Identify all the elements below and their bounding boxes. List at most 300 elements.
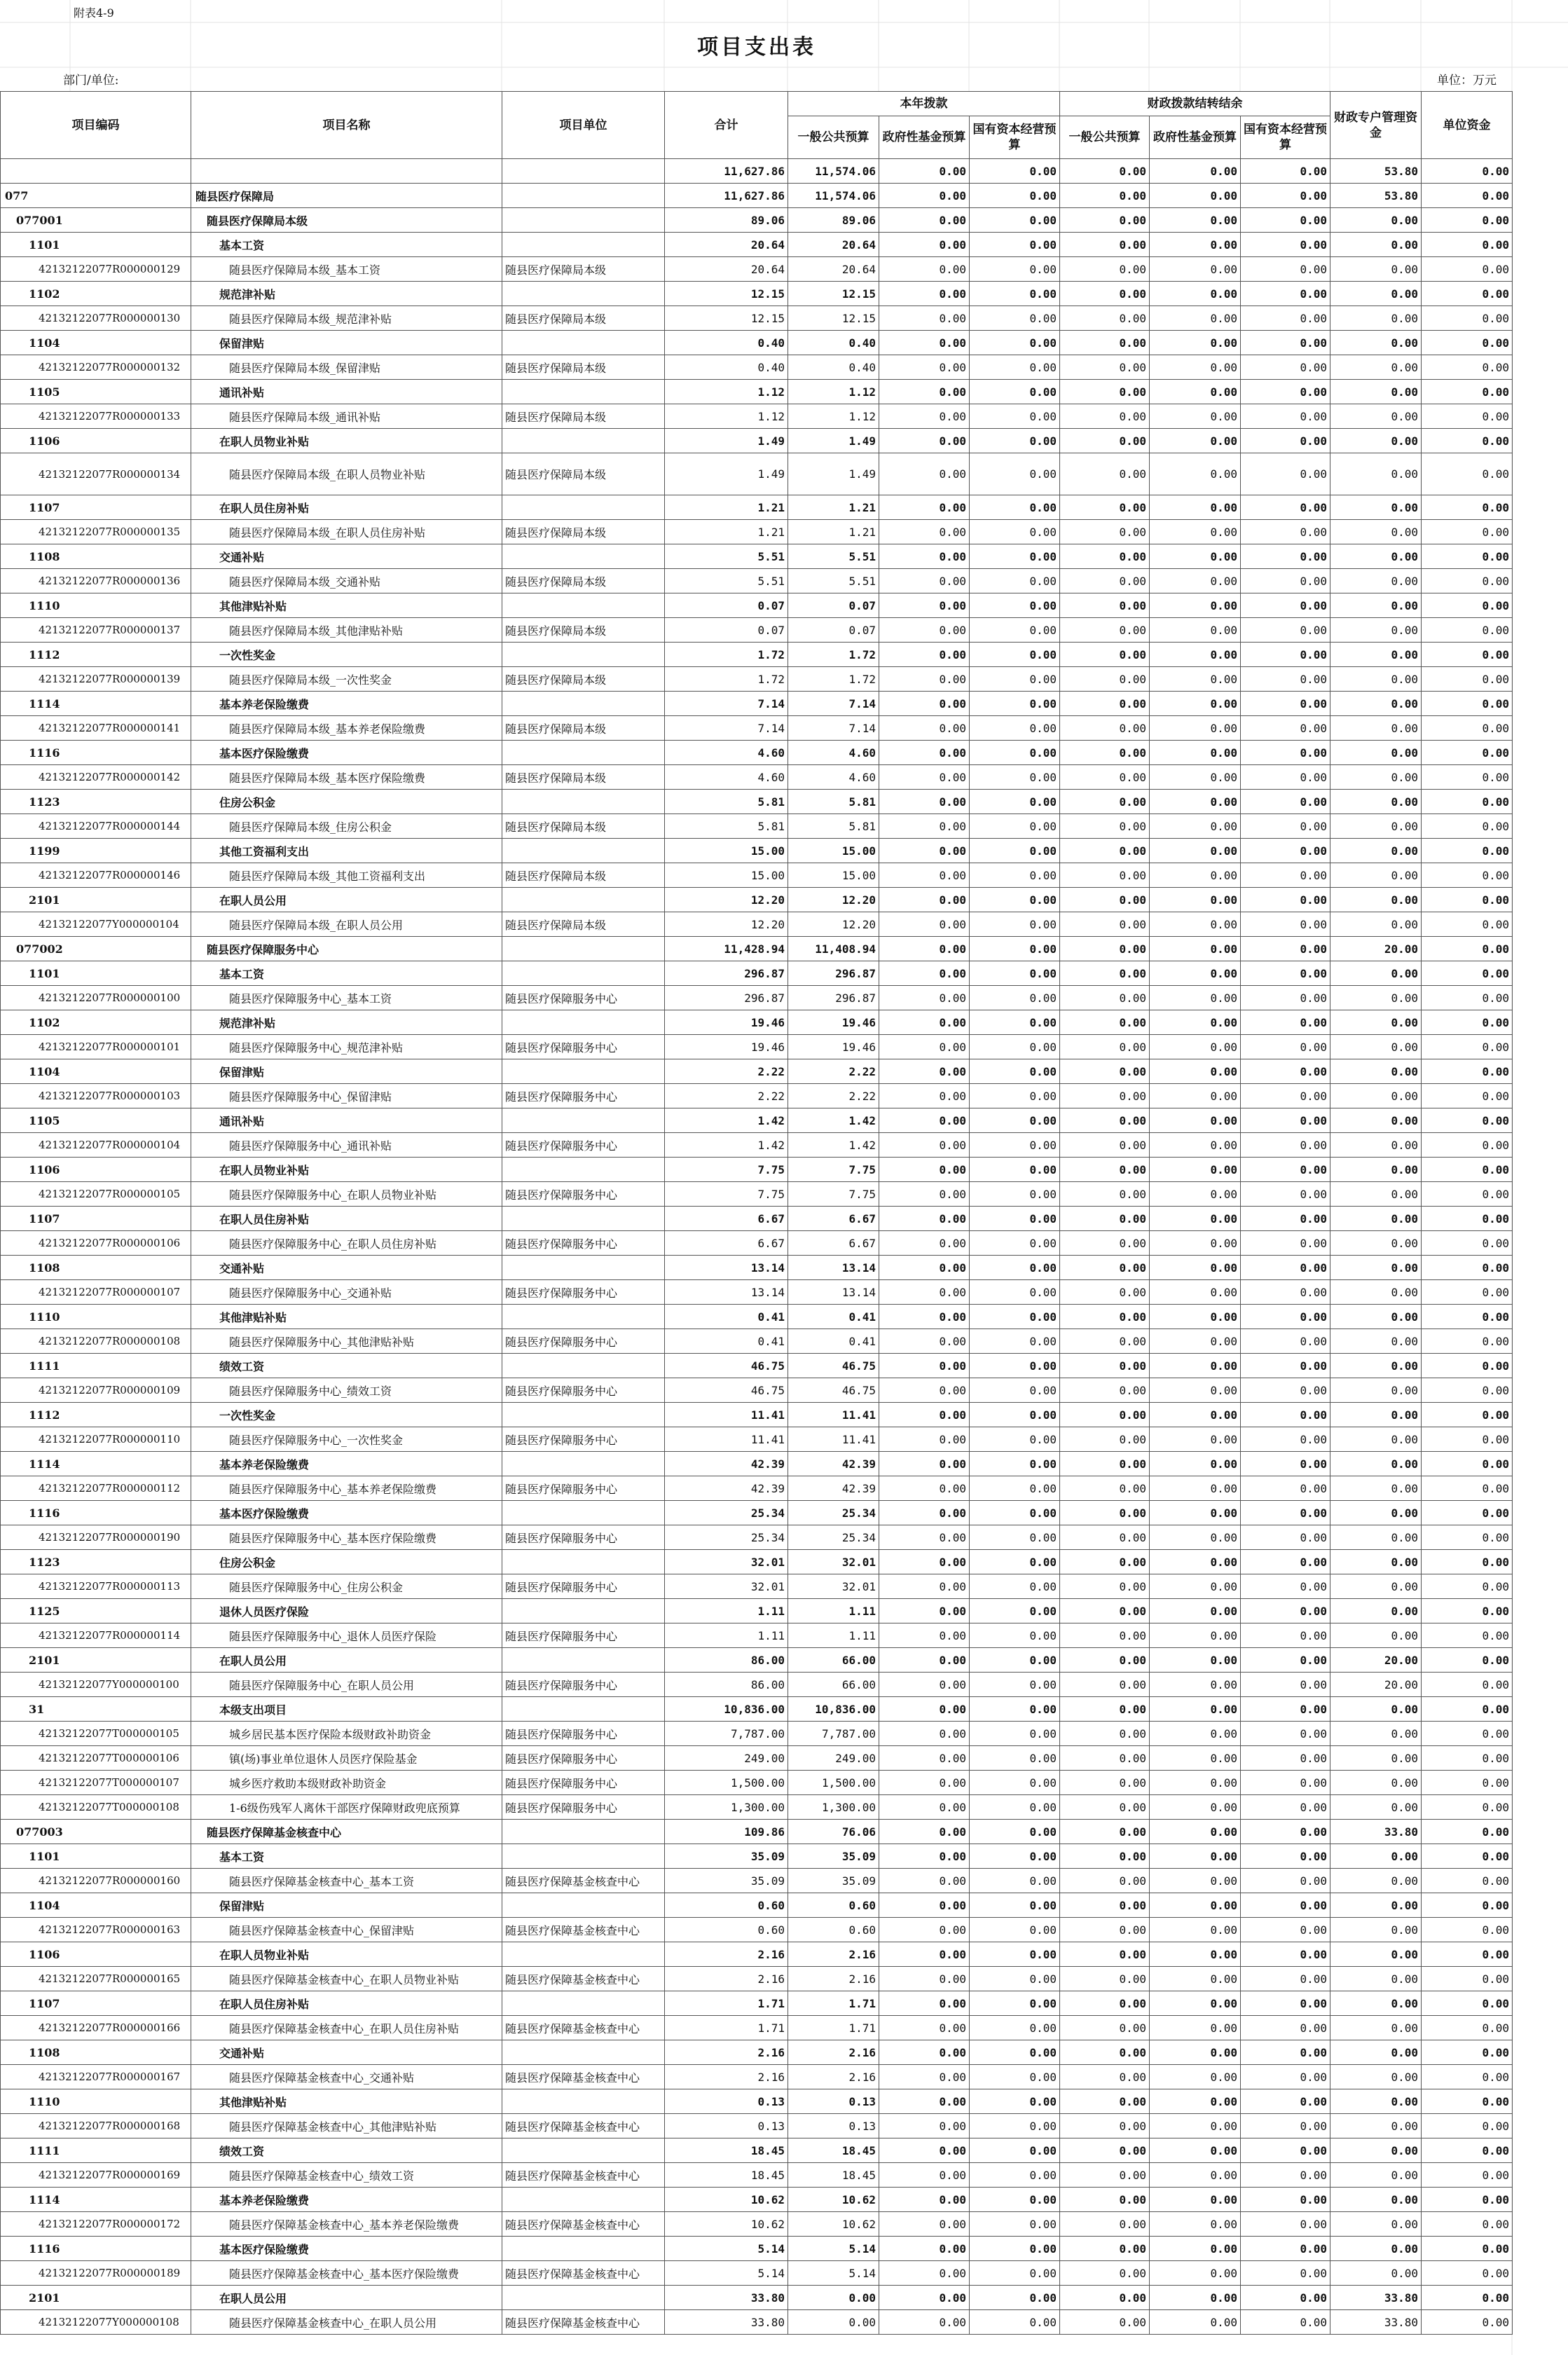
- cell-g1-capital: 0.00: [970, 1084, 1060, 1108]
- table-row: [1, 429, 1513, 453]
- table-row: [1, 716, 1513, 741]
- cell-name: 随县医疗保障局本级_规范津补贴: [191, 306, 502, 331]
- cell-g1-fund: 0.00: [879, 618, 970, 643]
- appendix-tag: 附表4-9: [74, 6, 114, 20]
- cell-total: 1.21: [665, 520, 788, 544]
- cell-g2-fund: 0.00: [1150, 1329, 1241, 1354]
- cell-g2-general: 0.00: [1060, 1918, 1150, 1942]
- cell-g2-general: 0.00: [1060, 1133, 1150, 1158]
- cell-own: 0.00: [1422, 1746, 1513, 1771]
- cell-g2-fund: 0.00: [1150, 233, 1241, 257]
- cell-own: 0.00: [1422, 667, 1513, 692]
- cell-g1-fund: 0.00: [879, 2114, 970, 2138]
- cell-g1-fund: 0.00: [879, 233, 970, 257]
- cell-total: 11,627.86: [665, 184, 788, 208]
- cell-total: 7.14: [665, 716, 788, 741]
- cell-g1-general: 7.75: [788, 1158, 879, 1182]
- cell-code: 1106: [1, 1942, 191, 1967]
- cell-g2-general: 0.00: [1060, 282, 1150, 306]
- cell-special: 0.00: [1330, 2188, 1422, 2212]
- cell-g1-fund: 0.00: [879, 1697, 970, 1722]
- cell-own: 0.00: [1422, 1722, 1513, 1746]
- cell-special: 0.00: [1330, 257, 1422, 282]
- cell-g2-fund: 0.00: [1150, 429, 1241, 453]
- cell-code: 42132122077R000000172: [1, 2212, 191, 2237]
- cell-total: 6.67: [665, 1207, 788, 1231]
- cell-g1-fund: 0.00: [879, 1231, 970, 1256]
- cell-g1-general: 0.13: [788, 2114, 879, 2138]
- cell-g1-capital: 0.00: [970, 1108, 1060, 1133]
- cell-g2-general: 0.00: [1060, 888, 1150, 912]
- cell-g1-general: 35.09: [788, 1869, 879, 1893]
- cell-own: 0.00: [1422, 716, 1513, 741]
- cell-total: 1.11: [665, 1599, 788, 1623]
- cell-unit: [502, 1158, 665, 1182]
- cell-unit: [502, 233, 665, 257]
- cell-g1-fund: 0.00: [879, 1820, 970, 1844]
- cell-own: 0.00: [1422, 912, 1513, 937]
- cell-g2-general: 0.00: [1060, 1084, 1150, 1108]
- cell-special: 0.00: [1330, 1010, 1422, 1035]
- cell-g1-fund: 0.00: [879, 1403, 970, 1427]
- cell-code: 1102: [1, 1010, 191, 1035]
- cell-name: 随县医疗保障局本级_住房公积金: [191, 814, 502, 839]
- cell-g2-fund: 0.00: [1150, 1869, 1241, 1893]
- cell-total: 33.80: [665, 2286, 788, 2310]
- cell-g1-fund: 0.00: [879, 2040, 970, 2065]
- cell-special: 0.00: [1330, 1574, 1422, 1599]
- cell-g1-fund: 0.00: [879, 569, 970, 593]
- cell-g1-fund: 0.00: [879, 2237, 970, 2261]
- cell-g2-fund: 0.00: [1150, 667, 1241, 692]
- table-row: [1, 1427, 1513, 1452]
- cell-g2-fund: 0.00: [1150, 1820, 1241, 1844]
- header-special-account: 财政专户管理资金: [1330, 92, 1422, 159]
- cell-g2-general: 0.00: [1060, 208, 1150, 233]
- table-row: [1, 1329, 1513, 1354]
- cell-special: 33.80: [1330, 2310, 1422, 2335]
- cell-g2-general: 0.00: [1060, 331, 1150, 355]
- cell-g1-fund: 0.00: [879, 2089, 970, 2114]
- cell-g1-general: 12.15: [788, 282, 879, 306]
- cell-unit: [502, 208, 665, 233]
- cell-g2-capital: 0.00: [1241, 1084, 1330, 1108]
- cell-name: 保留津贴: [191, 331, 502, 355]
- cell-g1-fund: 0.00: [879, 1844, 970, 1869]
- cell-g1-general: 12.20: [788, 888, 879, 912]
- cell-name: 随县医疗保障服务中心_退休人员医疗保险: [191, 1623, 502, 1648]
- cell-g2-fund: 0.00: [1150, 2261, 1241, 2286]
- cell-g2-fund: 0.00: [1150, 2286, 1241, 2310]
- cell-own: 0.00: [1422, 692, 1513, 716]
- cell-g2-general: 0.00: [1060, 355, 1150, 380]
- cell-g1-capital: 0.00: [970, 1648, 1060, 1673]
- table-row: [1, 1722, 1513, 1746]
- cell-g1-general: 2.22: [788, 1084, 879, 1108]
- cell-g2-general: 0.00: [1060, 2114, 1150, 2138]
- cell-special: 0.00: [1330, 2065, 1422, 2089]
- cell-own: 0.00: [1422, 888, 1513, 912]
- cell-g2-general: 0.00: [1060, 1574, 1150, 1599]
- cell-g1-capital: 0.00: [970, 1844, 1060, 1869]
- cell-g2-fund: 0.00: [1150, 257, 1241, 282]
- table-row: [1, 2040, 1513, 2065]
- table-row: [1, 1599, 1513, 1623]
- cell-g1-general: 7.14: [788, 692, 879, 716]
- cell-g1-fund: 0.00: [879, 282, 970, 306]
- cell-own: 0.00: [1422, 1869, 1513, 1893]
- table-row: [1, 667, 1513, 692]
- cell-total: 296.87: [665, 986, 788, 1010]
- table-row: [1, 1182, 1513, 1207]
- cell-own: 0.00: [1422, 863, 1513, 888]
- table-row: [1, 380, 1513, 404]
- cell-special: 0.00: [1330, 1942, 1422, 1967]
- cell-g1-fund: 0.00: [879, 1329, 970, 1354]
- cell-g2-capital: 0.00: [1241, 1599, 1330, 1623]
- cell-g2-capital: 0.00: [1241, 1967, 1330, 1991]
- cell-g2-capital: 0.00: [1241, 1207, 1330, 1231]
- cell-g1-general: 1.21: [788, 520, 879, 544]
- cell-own: 0.00: [1422, 1918, 1513, 1942]
- cell-g2-fund: 0.00: [1150, 716, 1241, 741]
- cell-g1-fund: 0.00: [879, 1133, 970, 1158]
- cell-total: 7.75: [665, 1158, 788, 1182]
- cell-total: 249.00: [665, 1746, 788, 1771]
- cell-special: 0.00: [1330, 1378, 1422, 1403]
- cell-total: 5.14: [665, 2237, 788, 2261]
- cell-g1-fund: 0.00: [879, 643, 970, 667]
- cell-code: 42132122077R000000166: [1, 2016, 191, 2040]
- cell-g1-fund: 0.00: [879, 2286, 970, 2310]
- cell-special: 0.00: [1330, 1158, 1422, 1182]
- cell-own: 0.00: [1422, 2310, 1513, 2335]
- cell-total: 13.14: [665, 1280, 788, 1305]
- cell-g1-capital: 0.00: [970, 184, 1060, 208]
- cell-total: 1.49: [665, 453, 788, 495]
- cell-own: 0.00: [1422, 1673, 1513, 1697]
- cell-own: 0.00: [1422, 1820, 1513, 1844]
- cell-g2-fund: 0.00: [1150, 1648, 1241, 1673]
- cell-g1-general: 35.09: [788, 1844, 879, 1869]
- cell-total: 19.46: [665, 1010, 788, 1035]
- cell-g2-fund: 0.00: [1150, 1574, 1241, 1599]
- table-row: [1, 282, 1513, 306]
- cell-g2-capital: 0.00: [1241, 2016, 1330, 2040]
- cell-total: 15.00: [665, 839, 788, 863]
- header-group-current-year: 本年拨款: [788, 92, 1060, 116]
- cell-g2-capital: 0.00: [1241, 667, 1330, 692]
- table-row: [1, 331, 1513, 355]
- cell-code: 42132122077R000000104: [1, 1133, 191, 1158]
- cell-g1-fund: 0.00: [879, 1525, 970, 1550]
- cell-total: 10.62: [665, 2188, 788, 2212]
- table-row: [1, 2237, 1513, 2261]
- cell-code: 1104: [1, 1893, 191, 1918]
- cell-g1-capital: 0.00: [970, 814, 1060, 839]
- cell-g2-general: 0.00: [1060, 667, 1150, 692]
- cell-g2-fund: 0.00: [1150, 1256, 1241, 1280]
- cell-special: 0.00: [1330, 306, 1422, 331]
- cell-own: 0.00: [1422, 643, 1513, 667]
- cell-name: 基本工资: [191, 1844, 502, 1869]
- cell-g2-capital: 0.00: [1241, 1623, 1330, 1648]
- cell-g2-fund: 0.00: [1150, 1108, 1241, 1133]
- cell-code: 1110: [1, 1305, 191, 1329]
- cell-unit: [502, 1305, 665, 1329]
- cell-g2-capital: 0.00: [1241, 643, 1330, 667]
- cell-unit: 随县医疗保障局本级: [502, 912, 665, 937]
- cell-unit: 随县医疗保障基金核查中心: [502, 1869, 665, 1893]
- cell-own: 0.00: [1422, 2065, 1513, 2089]
- cell-name: 随县医疗保障基金核查中心_基本工资: [191, 1869, 502, 1893]
- cell-code: 1108: [1, 2040, 191, 2065]
- cell-total: 0.41: [665, 1305, 788, 1329]
- cell-g2-capital: 0.00: [1241, 692, 1330, 716]
- cell-g1-fund: 0.00: [879, 1427, 970, 1452]
- cell-g1-general: 1.72: [788, 643, 879, 667]
- table-row: [1, 1010, 1513, 1035]
- cell-g1-fund: 0.00: [879, 1967, 970, 1991]
- cell-g2-fund: 0.00: [1150, 1697, 1241, 1722]
- cell-own: 0.00: [1422, 986, 1513, 1010]
- cell-g1-general: 2.16: [788, 1967, 879, 1991]
- cell-g2-capital: 0.00: [1241, 184, 1330, 208]
- cell-g2-general: 0.00: [1060, 1305, 1150, 1329]
- cell-g1-fund: 0.00: [879, 1035, 970, 1059]
- cell-own: 0.00: [1422, 1158, 1513, 1182]
- cell-special: 0.00: [1330, 593, 1422, 618]
- cell-total: 18.45: [665, 2163, 788, 2188]
- cell-name: 城乡医疗救助本级财政补助资金: [191, 1771, 502, 1795]
- cell-g2-capital: 0.00: [1241, 1427, 1330, 1452]
- table-row: [1, 1844, 1513, 1869]
- cell-total: 2.22: [665, 1084, 788, 1108]
- table-row: [1, 1550, 1513, 1574]
- cell-total: 25.34: [665, 1501, 788, 1525]
- table-row: [1, 1771, 1513, 1795]
- cell-own: 0.00: [1422, 1207, 1513, 1231]
- cell-special: 0.00: [1330, 814, 1422, 839]
- cell-g2-capital: 0.00: [1241, 544, 1330, 569]
- cell-special: 0.00: [1330, 790, 1422, 814]
- cell-unit: 随县医疗保障局本级: [502, 453, 665, 495]
- cell-g2-fund: 0.00: [1150, 1378, 1241, 1403]
- cell-code: 42132122077R000000114: [1, 1623, 191, 1648]
- cell-own: 0.00: [1422, 1893, 1513, 1918]
- cell-g2-general: 0.00: [1060, 1991, 1150, 2016]
- cell-g1-capital: 0.00: [970, 1403, 1060, 1427]
- cell-code: 1112: [1, 643, 191, 667]
- cell-g2-capital: 0.00: [1241, 1820, 1330, 1844]
- cell-g1-fund: 0.00: [879, 404, 970, 429]
- cell-own: 0.00: [1422, 2138, 1513, 2163]
- cell-unit: [502, 741, 665, 765]
- cell-g2-general: 0.00: [1060, 2089, 1150, 2114]
- cell-own: 0.00: [1422, 765, 1513, 790]
- cell-special: 0.00: [1330, 1207, 1422, 1231]
- cell-g2-capital: 0.00: [1241, 2310, 1330, 2335]
- cell-unit: 随县医疗保障基金核查中心: [502, 2261, 665, 2286]
- cell-unit: 随县医疗保障基金核查中心: [502, 2065, 665, 2089]
- cell-own: 0.00: [1422, 569, 1513, 593]
- cell-g2-fund: 0.00: [1150, 1476, 1241, 1501]
- cell-g2-general: 0.00: [1060, 1648, 1150, 1673]
- header-own-funds: 单位资金: [1422, 92, 1513, 159]
- cell-own: 0.00: [1422, 1329, 1513, 1354]
- cell-g1-fund: 0.00: [879, 1722, 970, 1746]
- cell-name: 随县医疗保障局本级_一次性奖金: [191, 667, 502, 692]
- cell-own: 0.00: [1422, 1084, 1513, 1108]
- cell-special: 0.00: [1330, 1403, 1422, 1427]
- cell-g2-fund: 0.00: [1150, 839, 1241, 863]
- cell-code: 42132122077R000000129: [1, 257, 191, 282]
- cell-code: 42132122077R000000168: [1, 2114, 191, 2138]
- cell-code: 1106: [1, 429, 191, 453]
- table-row: [1, 986, 1513, 1010]
- cell-g2-fund: 0.00: [1150, 282, 1241, 306]
- cell-unit: [502, 544, 665, 569]
- cell-name: 随县医疗保障基金核查中心_保留津贴: [191, 1918, 502, 1942]
- cell-g2-capital: 0.00: [1241, 2188, 1330, 2212]
- cell-code: 1116: [1, 1501, 191, 1525]
- table-row: [1, 453, 1513, 495]
- cell-g2-fund: 0.00: [1150, 888, 1241, 912]
- cell-g2-general: 0.00: [1060, 2188, 1150, 2212]
- cell-own: 0.00: [1422, 429, 1513, 453]
- cell-unit: [502, 1354, 665, 1378]
- cell-g2-fund: 0.00: [1150, 2138, 1241, 2163]
- cell-g2-capital: 0.00: [1241, 1697, 1330, 1722]
- cell-g1-fund: 0.00: [879, 2065, 970, 2089]
- cell-code: 42132122077Y000000104: [1, 912, 191, 937]
- cell-g1-fund: 0.00: [879, 1084, 970, 1108]
- cell-g1-capital: 0.00: [970, 1059, 1060, 1084]
- cell-unit: [502, 888, 665, 912]
- cell-own: 0.00: [1422, 404, 1513, 429]
- cell-code: 1104: [1, 1059, 191, 1084]
- cell-g1-general: 296.87: [788, 961, 879, 986]
- cell-unit: [502, 1550, 665, 1574]
- table-row: [1, 1623, 1513, 1648]
- cell-g2-general: 0.00: [1060, 1746, 1150, 1771]
- cell-total: 5.81: [665, 814, 788, 839]
- cell-g2-general: 0.00: [1060, 961, 1150, 986]
- cell-unit: [502, 2089, 665, 2114]
- cell-g2-fund: 0.00: [1150, 1722, 1241, 1746]
- cell-name: 随县医疗保障局本级_保留津贴: [191, 355, 502, 380]
- cell-name: 在职人员住房补贴: [191, 1207, 502, 1231]
- cell-g2-fund: 0.00: [1150, 1059, 1241, 1084]
- cell-g2-general: 0.00: [1060, 495, 1150, 520]
- cell-total: 12.20: [665, 888, 788, 912]
- cell-name: 规范津补贴: [191, 1010, 502, 1035]
- cell-unit: [502, 1991, 665, 2016]
- cell-code: 1102: [1, 282, 191, 306]
- cell-own: 0.00: [1422, 355, 1513, 380]
- cell-g1-fund: 0.00: [879, 1574, 970, 1599]
- cell-own: 0.00: [1422, 2114, 1513, 2138]
- cell-own: 0.00: [1422, 544, 1513, 569]
- cell-g2-fund: 0.00: [1150, 1623, 1241, 1648]
- cell-g1-general: 4.60: [788, 765, 879, 790]
- cell-special: 0.00: [1330, 961, 1422, 986]
- cell-name: 随县医疗保障局本级_交通补贴: [191, 569, 502, 593]
- cell-g2-capital: 0.00: [1241, 790, 1330, 814]
- cell-g1-capital: 0.00: [970, 1207, 1060, 1231]
- table-row: [1, 1403, 1513, 1427]
- cell-special: 0.00: [1330, 643, 1422, 667]
- cell-g2-fund: 0.00: [1150, 1967, 1241, 1991]
- cell-own: 0.00: [1422, 520, 1513, 544]
- cell-g2-general: 0.00: [1060, 1967, 1150, 1991]
- cell-g1-general: 13.14: [788, 1280, 879, 1305]
- table-row: [1, 1525, 1513, 1550]
- cell-g2-capital: 0.00: [1241, 1771, 1330, 1795]
- cell-g1-fund: 0.00: [879, 961, 970, 986]
- cell-g1-capital: 0.00: [970, 1673, 1060, 1697]
- cell-g2-capital: 0.00: [1241, 282, 1330, 306]
- cell-g1-general: 1.12: [788, 380, 879, 404]
- cell-g1-capital: 0.00: [970, 495, 1060, 520]
- cell-own: 0.00: [1422, 1427, 1513, 1452]
- cell-special: 0.00: [1330, 520, 1422, 544]
- cell-g2-general: 0.00: [1060, 2065, 1150, 2089]
- cell-code: 42132122077R000000109: [1, 1378, 191, 1403]
- cell-g2-fund: 0.00: [1150, 1452, 1241, 1476]
- cell-g1-general: 1.11: [788, 1599, 879, 1623]
- table-row: [1, 1991, 1513, 2016]
- cell-total: 1.12: [665, 380, 788, 404]
- cell-g2-general: 0.00: [1060, 1869, 1150, 1893]
- cell-g2-capital: 0.00: [1241, 1942, 1330, 1967]
- cell-total: 35.09: [665, 1869, 788, 1893]
- cell-name: 随县医疗保障局本级_基本医疗保险缴费: [191, 765, 502, 790]
- cell-unit: 随县医疗保障基金核查中心: [502, 1967, 665, 1991]
- cell-name: 其他津贴补贴: [191, 2089, 502, 2114]
- cell-g1-general: 1.11: [788, 1623, 879, 1648]
- cell-special: 0.00: [1330, 1084, 1422, 1108]
- cell-g1-capital: 0.00: [970, 2212, 1060, 2237]
- header-total: 合计: [665, 92, 788, 159]
- cell-g2-general: 0.00: [1060, 1942, 1150, 1967]
- cell-unit: [502, 1844, 665, 1869]
- table-row: [1, 1084, 1513, 1108]
- cell-g1-general: 11,574.06: [788, 159, 879, 184]
- table-row: [1, 1476, 1513, 1501]
- cell-unit: 随县医疗保障局本级: [502, 618, 665, 643]
- cell-g1-capital: 0.00: [970, 569, 1060, 593]
- cell-name: 随县医疗保障服务中心: [191, 937, 502, 961]
- cell-own: 0.00: [1422, 1378, 1513, 1403]
- cell-g2-fund: 0.00: [1150, 1795, 1241, 1820]
- cell-unit: [502, 1452, 665, 1476]
- cell-name: 随县医疗保障局本级_在职人员物业补贴: [191, 453, 502, 495]
- cell-g1-capital: 0.00: [970, 1133, 1060, 1158]
- cell-g2-general: 0.00: [1060, 1010, 1150, 1035]
- cell-g1-general: 10.62: [788, 2212, 879, 2237]
- cell-g2-general: 0.00: [1060, 1256, 1150, 1280]
- cell-g2-general: 0.00: [1060, 2286, 1150, 2310]
- cell-special: 0.00: [1330, 495, 1422, 520]
- cell-g2-general: 0.00: [1060, 1182, 1150, 1207]
- cell-total: 13.14: [665, 1256, 788, 1280]
- header-g2-general: 一般公共预算: [1060, 116, 1150, 159]
- cell-g1-fund: 0.00: [879, 1918, 970, 1942]
- table-row: [1, 2138, 1513, 2163]
- cell-g2-fund: 0.00: [1150, 544, 1241, 569]
- cell-g2-general: 0.00: [1060, 544, 1150, 569]
